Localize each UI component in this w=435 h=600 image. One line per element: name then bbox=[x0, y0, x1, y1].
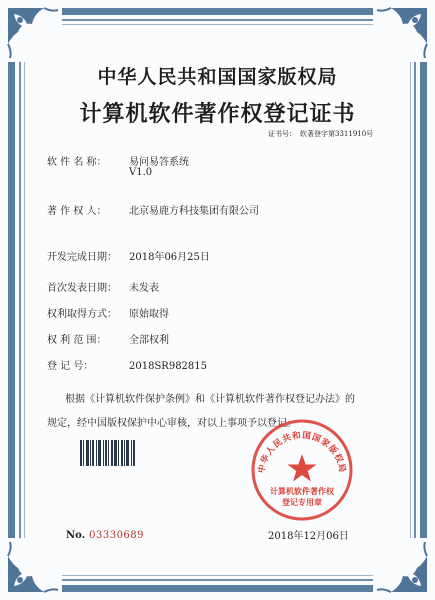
field-value: 2018年06月25日 bbox=[129, 252, 210, 263]
field-acquisition-method bbox=[47, 305, 169, 320]
field-label: 权利取得方式： bbox=[47, 309, 117, 320]
barcode-icon bbox=[80, 440, 142, 466]
serial-number-value: 03330689 bbox=[89, 530, 145, 541]
field-value: 北京易鹿方科技集团有限公司 bbox=[129, 206, 259, 217]
field-rights-scope bbox=[47, 331, 169, 346]
field-label: 权 利 范 围： bbox=[47, 335, 107, 346]
serial-number-label: No. bbox=[66, 530, 86, 541]
issuer-title: 中华人民共和国国家版权局 bbox=[97, 66, 338, 88]
field-software-version bbox=[129, 167, 152, 178]
field-value: 全部权利 bbox=[129, 335, 169, 346]
corner-ornament-icon bbox=[373, 538, 431, 596]
field-value: 未发表 bbox=[129, 283, 159, 294]
field-completion-date bbox=[47, 248, 210, 263]
certificate-number bbox=[268, 129, 377, 139]
field-software-name bbox=[47, 153, 189, 168]
field-label: 软 件 名 称： bbox=[47, 157, 107, 168]
field-publish-date bbox=[47, 279, 159, 294]
field-label: 著 作 权 人： bbox=[47, 206, 107, 217]
seal-ring-text: 中华人民共和国国家版权局 bbox=[256, 430, 348, 475]
field-value: 易问易答系统 bbox=[129, 157, 189, 168]
certificate-number-label: 证书号： bbox=[268, 130, 296, 138]
corner-ornament-icon bbox=[4, 538, 62, 596]
field-copyright-owner bbox=[47, 202, 259, 217]
field-label: 首次发表日期： bbox=[47, 283, 117, 294]
field-value: V1.0 bbox=[129, 167, 153, 178]
issue-date: 2018年12月06日 bbox=[268, 531, 349, 542]
certificate-title: 计算机软件著作权登记证书 bbox=[79, 101, 356, 127]
corner-ornament-icon bbox=[373, 4, 431, 62]
field-label: 登 记 号： bbox=[47, 361, 94, 372]
field-registration-number bbox=[47, 357, 207, 372]
field-value: 原始取得 bbox=[129, 309, 169, 320]
statement-line-1: 根据《计算机软件保护条例》和《计算机软件著作权登记办法》的 bbox=[65, 394, 355, 405]
certificate-number-value: 软著登字第3311910号 bbox=[300, 130, 374, 138]
serial-number bbox=[66, 530, 144, 541]
seal-line-1: 计算机软件著作权 bbox=[270, 487, 334, 496]
corner-ornament-icon bbox=[4, 4, 62, 62]
official-seal-icon bbox=[250, 418, 354, 522]
field-value: 2018SR982815 bbox=[129, 361, 208, 372]
field-label: 开发完成日期： bbox=[47, 252, 117, 263]
statement-line-2: 规定，经中国版权保护中心审核，对以上事项予以登记。 bbox=[47, 418, 297, 429]
seal-line-2: 登记专用章 bbox=[282, 498, 322, 507]
